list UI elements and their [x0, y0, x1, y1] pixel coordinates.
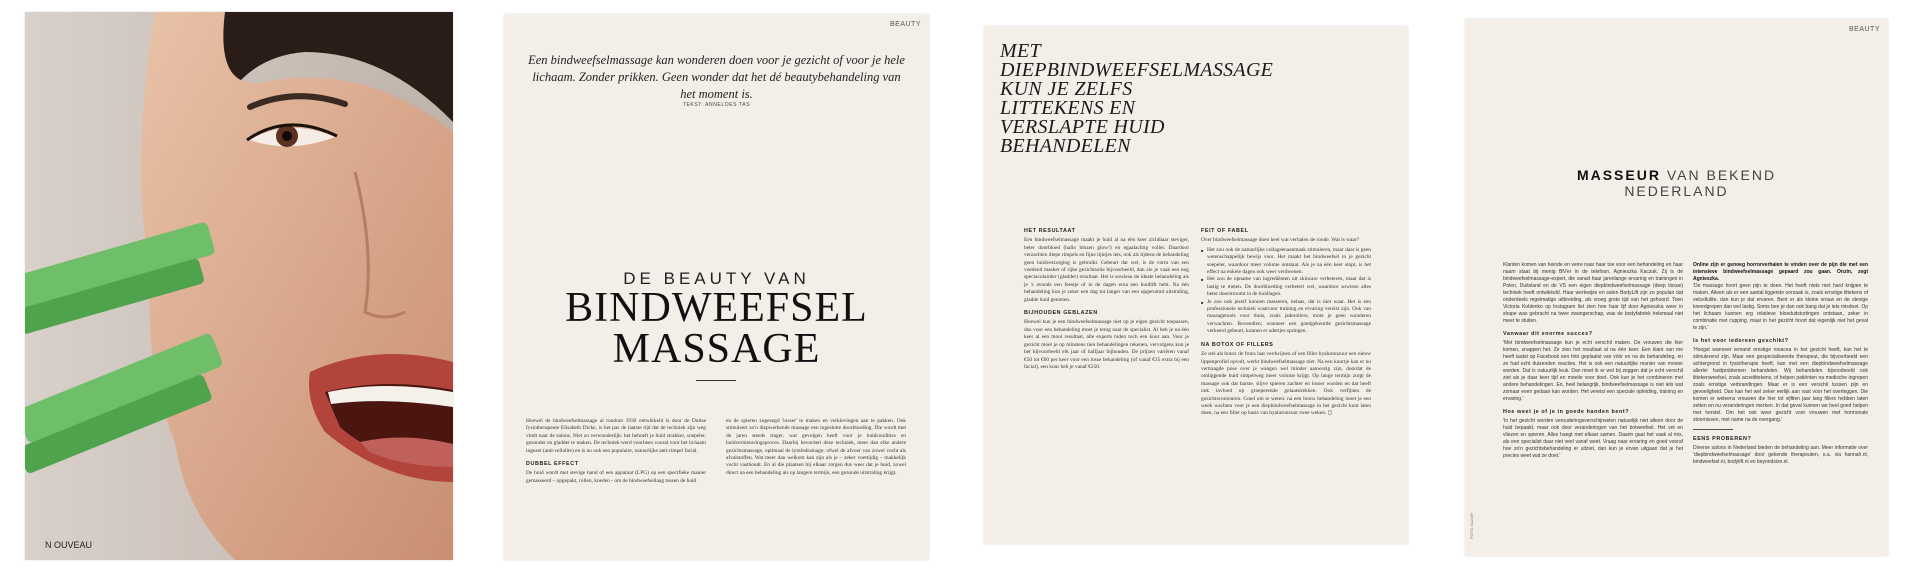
side-credit: FOTO: ALAMY	[1469, 512, 1474, 539]
fact-bullets	[1201, 247, 1371, 336]
page-number: N OUVEAU	[45, 540, 93, 550]
bullet-item: ■ Het zou de opname van ingrediënten uit skincare verbeteren, maar dat is lastig te meten. De doorbloeding verbetert wel, waardoor sowieso alles beter doorstroomt in de huidlagen.	[1201, 276, 1371, 298]
article-page-interview	[1465, 19, 1888, 556]
title-divider	[696, 380, 736, 381]
title-large-1: BINDWEEFSEL	[565, 285, 868, 331]
section-tag: BEAUTY	[1848, 26, 1880, 33]
lead-text: Een bindweefselmassage kan wonderen doen voor je gezicht of voor je hele lichaam. Zonder prikken. Geen wonder dat het dé beautybehandeling van het moment is.	[528, 53, 905, 101]
pull-headline: MET DIEPBINDWEEFSELMASSAGE KUN JE ZELFS LITTEKENS EN VERSLAPTE HUID BEHANDELEN	[1000, 40, 1274, 157]
column-2: Online zijn er genoeg horrorverhalen te vinden over de pijn die met een intensieve bindweefselmassage gepaard zou gaan. Onzin, zegt Agnieszka. 'De massage hoort geen pijn te doen. Het heeft niets met hard knijpen te maken. Alleen als er een aantal liggende oorzaak is, zoals ernstige littekens of vetcellulite, dan kun je dat ervaren. Bent er als kleine vrouw en de stevige kneedgrepen dan wel lastig. Soms ben je dan ook bang dat je iets misdoet. Op het lichaam kunnen erg relatieve bloeduitstortingen ontstaan, zeker in combinatie met cupping, maar in het gezicht hoort dat eigenlijk niet het geval te zijn.' Is het voor iedereen geschikt? 'Hoogst wanneer iemand ernstige rosacea in het gezicht heeft, kan het te stimulerend zijn. Maar een gespecialiseerde therapeut, die bijvoorbeeld een achtergrond in fysiotherapie heeft, kan met een diepbindweefselmassage allerlei huidproblemen behandelen. Wij behandelen bijvoorbeeld ook littekenweefsel, zoals acnelittekens, of helpen patiënten na medische ingrepen zoals ernstige verbrandingen. Maar er is een verschil tussen pijn en gevoeligheid. Dan kan het wel zeker eerlijk aan vast voor het overleggen. Die komen er weleens vrouwen die hier tot vijftien jaar lang fillers hebben laten zetten en nu veranderingen merken. In dat geval kunnen we heel goed helpen met herstel. Om het ook weer gezicht voor vrouwen met hormonale stoornissen, met name na de overgang.' EENS PROBEREN? Diverse salons in Nederland bieden de behandeling aan. Meer informatie over 'diepbindweefselmassage' door gekende therapeuten, o.a. via hannah.nl, bindweefsel.nl, bodylift.nl en beyondsize.nl.	[1693, 262, 1868, 465]
bullet-item: ■ Je zou ook jezelf kunnen masseren, helaas, dat is niet waar. Het is een professionele techniek waarvoor training en ervaring vereist zijn. Ook van massagetools voor thuis, zoals jaderollers, moet je geen wonderen verwachten. Bovendien; wanneer een goedgekeurde gezichtsmassage verkeerd gebeurt, kunnen er adertjes springen.	[1201, 299, 1371, 336]
column-1: Hoewel de bindweefselmassage al rondom 1930 ontwikkeld is door de Duitse fysiotherapeute Elisabeth Dicke, is het pas de laatste tijd dat de techniek zijn weg vindt naar de salons. Niet zo verwonderlijk: het behoeft je huid strakker, soepeler, gezonder en gladder te maken. De techniek werd voorheen vooral voor het lichaam ingezet (anti-cellulite) en is nu ook een populaire, natuurlijke anti-rimpel facial. DUBBEL EFFECT De huid wordt met stevige hand of een apparaat (LPG) op een specifieke manier gemasseerd – opgepakt, rollen, kneden - om de bindweefsellaag tussen de huid	[526, 418, 706, 484]
column-2: FEIT OF FABEL Over bindweefselmassage doen heel wat verhalen de ronde. Wat is waar? ■ Het zou ook de natuurlijke collageenaanmaak stimuleren, maar daar is geen wetenschappelijk bewijs voor. Het maakt het bindweefsel in je gezicht soepeler, waardoor meer volume ontstaat. Als je na één keer stopt, is het effect na enkele dagen ook weer verdwenen. ■ Het zou de opname van ingrediënten uit skincare verbeteren, maar dat is lastig te meten. De doorbloeding verbetert wel, waardoor sowieso alles beter doorstroomt in de huidlagen. ■ Je zou ook jezelf kunnen masseren, helaas, dat is niet waar. Het is een professionele techniek waarvoor training en ervaring vereist zijn. Ook van massagetools voor thuis, zoals jaderollers, moet je geen wonderen verwachten. Bovendien; wanneer een goedgekeurde gezichtsmassage verkeerd gebeurt, kunnen er adertjes springen. NA BOTOX OF FILLERS Ze stel als botox de frons laat verdwijnen of een filler hyaluronzuur een nieuw lippenprofiel opvult, werkt bindweefselmassage niet. Na een kuurtje kan er nu vertraagde pose over je wangen wel minder aanwezig zijn, doordat de omliggende huid simpelweg meer volume krijgt. Op lange termijn zorgt de massage ook dat barste, slijve spieren zachter en losser worden en dat heeft ook invloed op groeperende gelaatstrekken. Ook verfijnen de gezichtscontouren. Goed om te weten: na een botox behandeling moet je een week wachten voor je een diepbindweefselmassage in het gezicht kunt laten doen, na een filler op basis van hyaluronzuur twee weken. ◻	[1201, 228, 1371, 418]
byline: TEKST: ANNELOES TAS	[682, 102, 751, 108]
article-page-intro	[504, 14, 929, 560]
bullet-item: ■ Het zou ook de natuurlijke collageenaanmaak stimuleren, maar daar is geen wetenschappelijk bewijs voor. Het maakt het bindweefsel in je gezicht soepeler, waardoor meer volume ontstaat. Als je na één keer stopt, is het effect na enkele dagen ook weer verdwenen.	[1201, 247, 1371, 277]
woman-face-photo	[25, 12, 453, 560]
interview-heading: MASSEUR VAN BEKEND NEDERLAND	[1576, 167, 1777, 199]
article-page-result	[984, 26, 1408, 544]
photo-page	[25, 12, 453, 560]
section-tag: BEAUTY	[889, 21, 921, 28]
subhead-divider	[1693, 429, 1733, 430]
column-1: HET RESULTAAT Een bindweefselmassage maakt je huid al na één keer zichtbaar steviger, beter doorbloed (hallo blozen glow!) en egaalachtig voller. Daardoor verzachten diepe rimpels en fijne lijntjes iets, ook als tijdens de behandeling geen huidverzorging is gebruikt. Gebeurt dat wel, is de vorm van een voedend masker of rijke gezichtsolie bijvoorbeeld, dan zie je vaak een nog spectaculairder (gladder) resultaat. Het is sowieso de ideale behandeling als je 's avonds een feestje of in de dagen erna een huidlift hebt. Na één behandeling kun je zeker een dag tot langer van een opgeruimd uitstraling, gladde huid genieten. BIJHOUDEN GEBLAZEN Hoewel kun je een bindweefselmassage niet op je eigen gezicht toepassen, dus voor een behandeling moet je terug naar de specialist. Al heb je na één keer al een mooi resultaat, alle experts raden toch een kuur aan. Voor je gezicht moet je op minstens tien behandelingen rekenen, vervolgens kun je het bijvoorbeeld elk jaar of halfjaar bijhouden. De prijzen variëren vanaf €50 tot €60 per keer voor een losse behandeling (of vanaf €35 extra bij een facial), een kuur heb je vanaf €250.	[1024, 228, 1189, 370]
column-1: Klanten komen van heinde en verre naar haar toe voor een behandeling en haar naam staat bij menig BN'er in de telefoon. Agnieszka Kaczuk. Zij is dé bindweefselmassage-expert, die vanuit haar jarenlange ervaring en trainingen in Polen, Duitsland en de VS een eigen diepbindweefselmassage (deep tissue) techniek heeft ontwikkeld. Haar werkwijze en salon BodyLift zijn zo populair dat onderdeels regelmatige uitbreiding, als vroeg grote tijd van het gehoord. Toen Victoria Koblenko op Instagram liet zien hoe haar lijf door Agnieszka weer in shape was gebracht na twee zwangerschap, was de bodyfabriek helemaal niet meer te stuiten. Vanwaar dit enorme succes? 'Met bindweefselmassage kun je echt verschil maken. De vrouwen die hier komen, snappen het. Ze zien het resultaat al na één keer. Een klant van me heeft laatst op Facebook een foto geplaatst van vóór en na de behandeling, en ze had echt duizenden reacties. Het is ook een natuurlijke manier van mooier worden. Dat is natuurlijk leuk. Dan moet ik er wel bij zeggen dat je echt verschil ziet als je daar keer tijd en moeite voor doet. Ook kun je het combineren met andere behandelingen. En, heel belangrijk, bindweefselmassage is niet iets wat zomaar even gedaan kan worden. Het vereist een speciale opleiding, training en ervaring.' Hoe weet je of je in goede handen bent? 'In het gezicht worden verouderingsverschijnselen natuurlijk niet alleen door de huid bepaald, maar ook door veranderingen van het botweefsel. Het vet en vliezen en spieren. Alles hangt met elkaar samen. Daarin gaat het vaak al mis, als een specialist daar niet veel vanaf weet. Vraag naar ervaring en goed vooraf hoe zo'n gezichtsbehandeling er uitziet, dan kun je ervan uitgaan dat je het precies weet wat ze doet.'	[1503, 262, 1683, 459]
column-2: en de spieren zogezegd 'losser' te maken en verklevingen aan te pakken. Ook stimuleert zo'n diepwerkende massage een ingeslotte doorbloeding. Die wordt met de jaren steeds trager, wat gevolgen heeft voor je huidcondities en huidvernieuwingsproces. Daarbij bevordert deze techniek, meer dan elke andere gezichtsmassage, optimaal de lymfedrainage; ofwel de afvoer van zowel vocht als afvalstoffen. Wat meer dan welkom kan zijn als je – zeker voettijdig – makkelijk vocht vasthoudt. En al die plaatsen bij elkaar zorgen dus weer dat je huid, zowel direct na een behandeling als op langere termijn, een gezonde uitstraling krijgt.	[726, 418, 906, 476]
title-large-2: MASSAGE	[612, 326, 821, 372]
title-small: DE BEAUTY VAN	[623, 269, 810, 288]
